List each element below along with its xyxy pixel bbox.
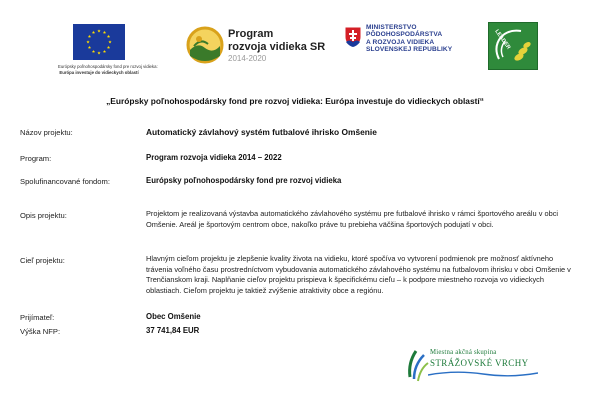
ministry-line4: SLOVENSKEJ REPUBLIKY — [366, 45, 453, 53]
ministry-line1: MINISTERSTVO — [366, 24, 417, 31]
cofund-value: Európsky poľnohospodársky fond pre rozvoj vidieka — [146, 176, 342, 185]
leader-logo — [488, 22, 538, 70]
mas-underline-wave — [428, 370, 538, 378]
leader-label: LEADER — [493, 28, 512, 51]
eu-logo — [58, 24, 158, 75]
recipient-label: Prijímateľ: — [20, 313, 55, 322]
program-value: Program rozvoja vidieka 2014 – 2022 — [146, 153, 282, 162]
page-motto: „Európsky poľnohospodársky fond pre rozvoj vidieka: Európa investuje do vidieckych oblastí“ — [106, 96, 484, 106]
mas-emblem-icon — [406, 343, 430, 383]
eu-flag-icon — [73, 24, 125, 60]
cofund-label: Spolufinancované fondom: — [20, 177, 110, 186]
prv-emblem-icon — [186, 26, 224, 64]
goal-text: Hlavným cieľom projektu je zlepšenie kvality života na vidieku, ktoré spočíva vo vytvorení podmienok pre možnosť aktívneho trávenia voľného času prostredníctvom vybudovania automatického závlahového systému na futbalovom ihrisku v obci Omšenie v Trenčianskom kraji. Naplňanie cieľov projektu prispieva k špecifickému cieľu – k podpore miestneho rozvoja vo vidieckych oblastiach. Cieľom projektu je taktiež zvýšenie atraktivity obce a regiónu. — [146, 254, 571, 295]
mas-line1: Miestna akčná skupina — [430, 349, 497, 356]
goal-label: Cieľ projektu: — [20, 256, 65, 265]
prv-title-line2: rozvoja vidieka SR — [228, 41, 326, 53]
prv-logo — [186, 26, 326, 66]
project-name-label: Názov projektu: — [20, 128, 73, 137]
ministry-logo — [344, 24, 464, 70]
slovak-coat-of-arms-icon — [344, 26, 362, 48]
ministry-line2: PÔDOHOSPODÁRSTVA — [366, 31, 443, 39]
mas-logo — [406, 343, 536, 385]
nfp-value: 37 741,84 EUR — [146, 326, 200, 335]
eu-caption-line2: Európa investuje do vidieckych oblastí — [59, 70, 139, 75]
prv-years: 2014-2020 — [228, 54, 267, 63]
leader-emblem-icon — [489, 23, 537, 69]
description-label: Opis projektu: — [20, 211, 67, 220]
ministry-name — [366, 24, 452, 53]
program-label: Program: — [20, 154, 52, 163]
eu-caption-line1: Európsky poľnohospodársky fond pre rozvoj vidieka: — [58, 64, 158, 69]
description-text: Projektom je realizovaná výstavba automatického závlahového systému pre futbalové ihrisko v rámci športového areálu v obci Omšenie. Areál je športovým centrom obce, nakoľko práve tu prebieha väčšina športových podujatí v obci. — [146, 209, 559, 229]
ministry-line3: A ROZVOJA VIDIEKA — [366, 38, 435, 46]
nfp-label: Výška NFP: — [20, 327, 61, 336]
project-name-value: Automatický závlahový systém futbalové ihrisko Omšenie — [146, 127, 377, 137]
mas-line2: STRÁŽOVSKÉ VRCHY — [430, 358, 529, 368]
prv-title-line1: Program — [228, 28, 274, 40]
recipient-value: Obec Omšenie — [146, 312, 201, 321]
